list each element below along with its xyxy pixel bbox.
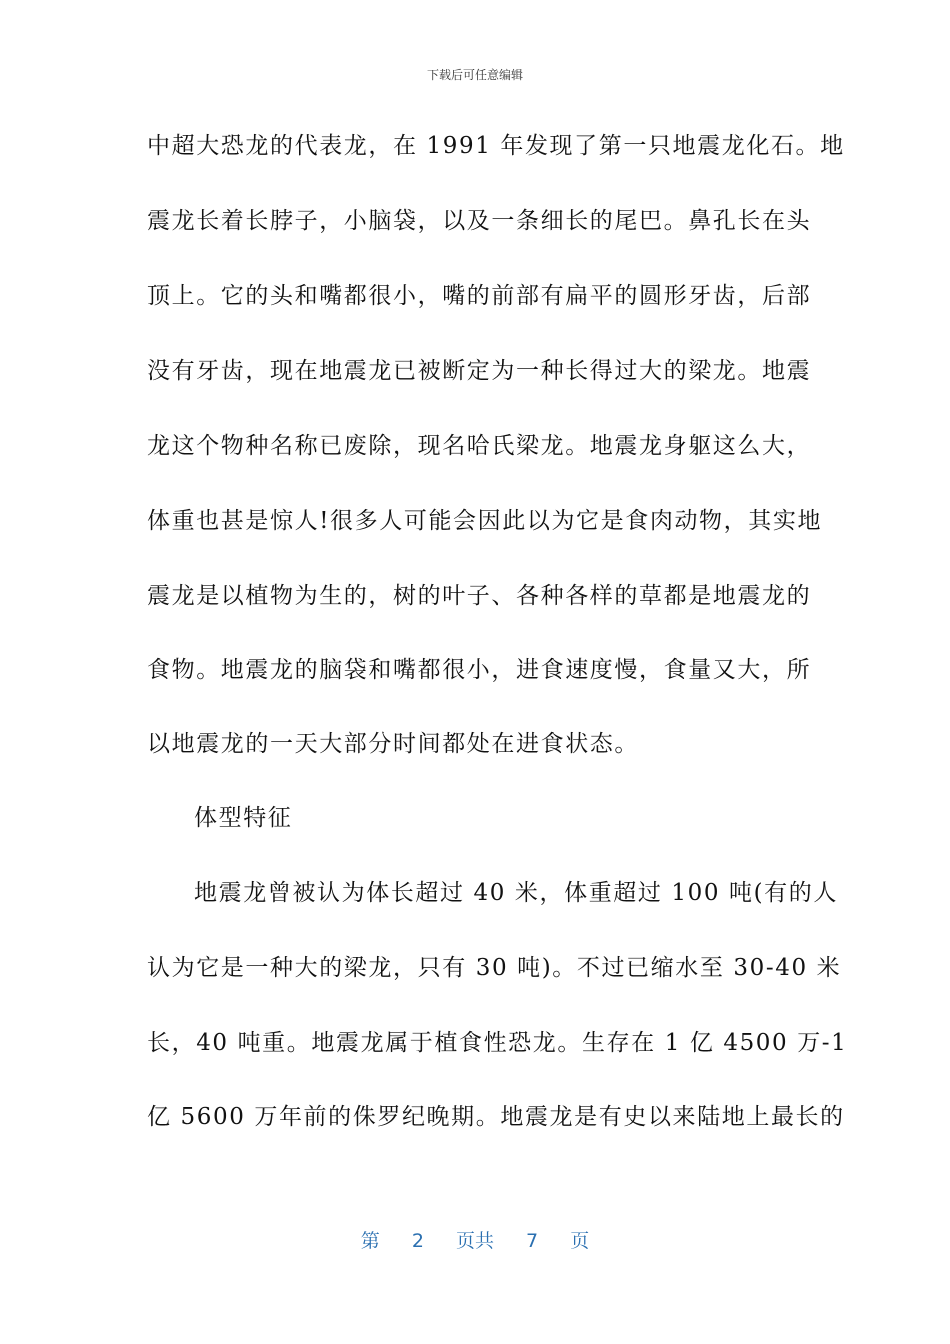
text-line: 体重也甚是惊人!很多人可能会因此以为它是食肉动物，其实地 — [147, 508, 823, 534]
text-line: 亿 5600 万年前的侏罗纪晚期。地震龙是有史以来陆地上最长的 — [147, 1104, 845, 1130]
header-note: 下载后可任意编辑 — [426, 68, 523, 82]
page-number: 2 — [411, 1230, 424, 1252]
footer-middle: 页共 — [455, 1230, 494, 1252]
text-line: 食物。地震龙的脑袋和嘴都很小，进食速度慢，食量又大，所 — [147, 657, 812, 683]
text-line: 龙这个物种名称已废除，现名哈氏梁龙。地震龙身躯这么大， — [147, 433, 812, 459]
text-line: 顶上。它的头和嘴都很小，嘴的前部有扁平的圆形牙齿，后部 — [147, 283, 812, 309]
text-line: 认为它是一种大的梁龙，只有 30 吨)。不过已缩水至 30-40 米 — [147, 955, 842, 981]
text-line: 震龙是以植物为生的，树的叶子、各种各样的草都是地震龙的 — [147, 583, 812, 609]
footer-prefix: 第 — [360, 1230, 380, 1252]
footer-suffix: 页 — [570, 1230, 590, 1252]
text-line: 长，40 吨重。地震龙属于植食性恐龙。生存在 1 亿 4500 万-1 — [147, 1030, 848, 1056]
text-line: 中超大恐龙的代表龙，在 1991 年发现了第一只地震龙化石。地 — [147, 133, 845, 159]
text-line: 以地震龙的一天大部分时间都处在进食状态。 — [147, 731, 639, 757]
text-line: 震龙长着长脖子，小脑袋，以及一条细长的尾巴。鼻孔长在头 — [147, 208, 812, 234]
section-heading: 体型特征 — [194, 805, 293, 831]
text-line: 地震龙曾被认为体长超过 40 米，体重超过 100 吨(有的人 — [194, 880, 838, 906]
page-footer — [0, 1226, 950, 1253]
text-line: 没有牙齿，现在地震龙已被断定为一种长得过大的梁龙。地震 — [147, 358, 812, 384]
page-total: 7 — [526, 1230, 539, 1252]
